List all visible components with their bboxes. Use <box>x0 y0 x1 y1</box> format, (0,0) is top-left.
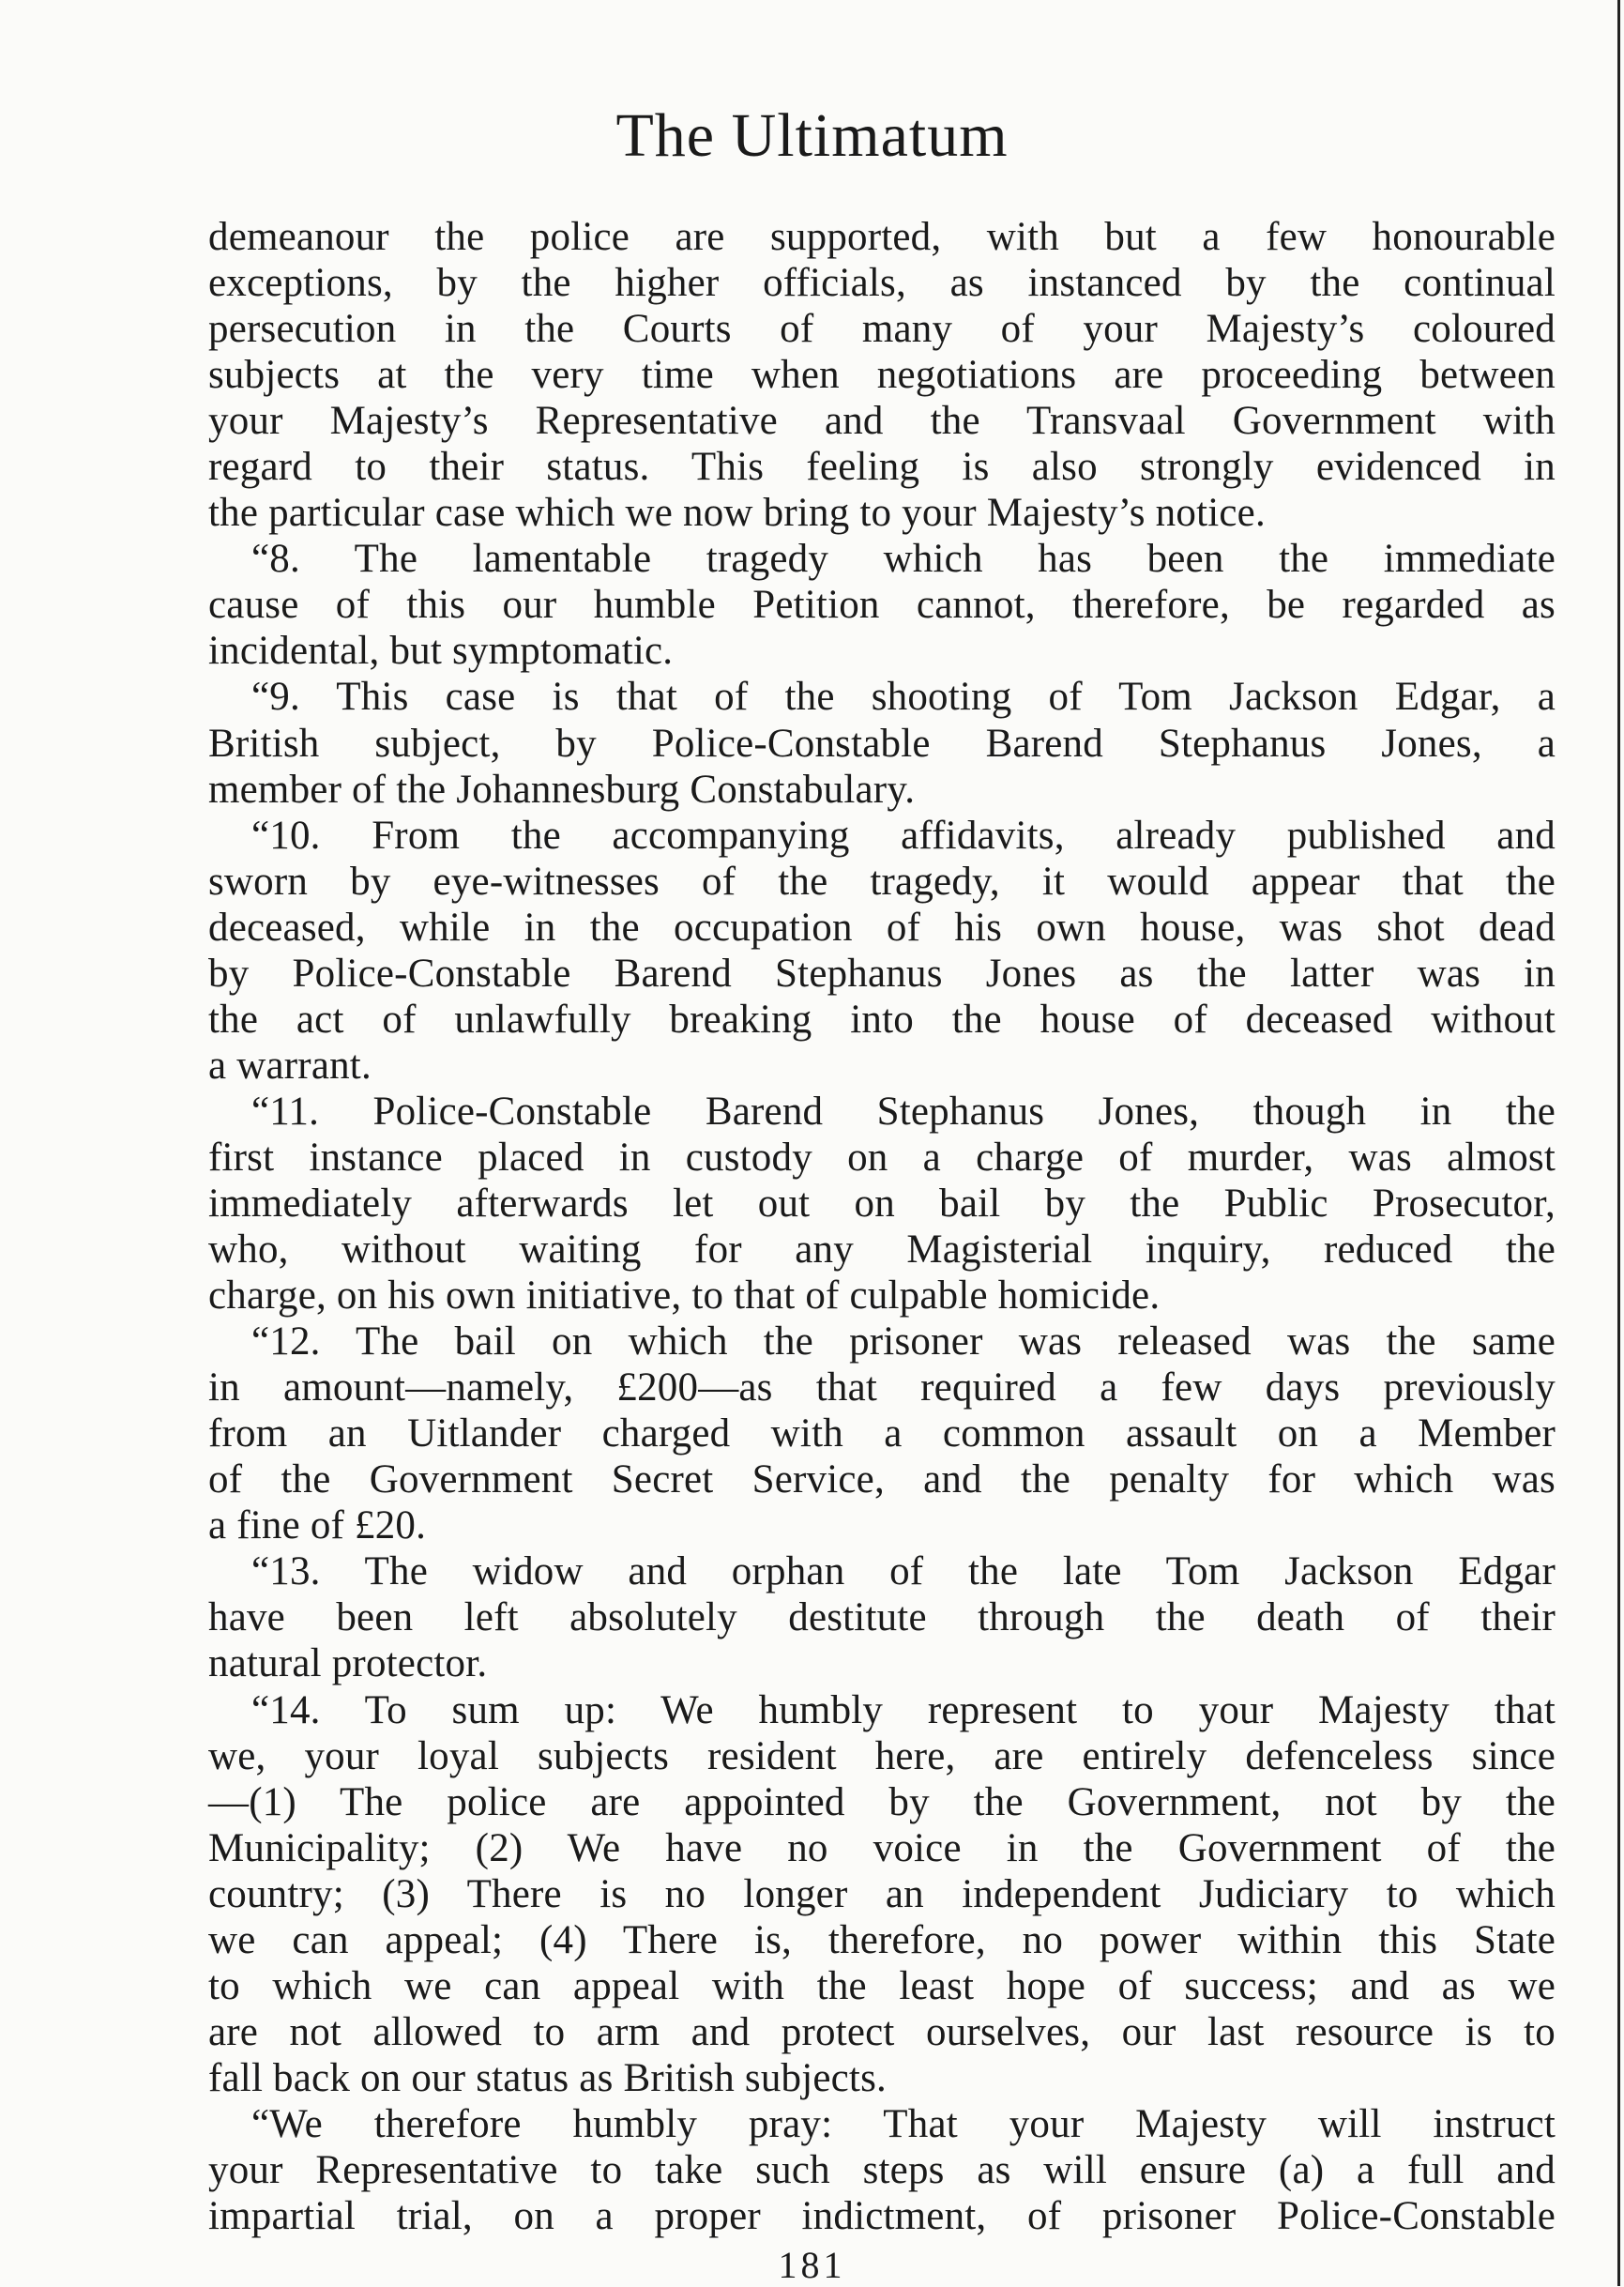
text-line: “We therefore humbly pray: That your Majesty will instruct <box>251 2101 1556 2146</box>
text-line: incidental, but symptomatic. <box>208 629 674 674</box>
text-line: a fine of £20. <box>208 1503 427 1548</box>
text-line: Municipality; (2) We have no voice in the Government of the <box>208 1825 1556 1870</box>
text-line: the particular case which we now bring to your Majesty’s notice. <box>208 491 1266 536</box>
text-line: first instance placed in custody on a charge of murder, was almost <box>208 1135 1556 1180</box>
text-line: to which we can appeal with the least hope of success; and as we <box>208 1963 1556 2008</box>
text-line: charge, on his own initiative, to that of culpable homicide. <box>208 1273 1161 1319</box>
text-line: British subject, by Police-Constable Barend Stephanus Jones, a <box>208 721 1556 766</box>
text-line: fall back on our status as British subjects. <box>208 2055 887 2100</box>
text-line: deceased, while in the occupation of his own house, was shot dead <box>208 905 1556 950</box>
text-line: we, your loyal subjects resident here, are entirely defenceless since <box>208 1733 1556 1778</box>
text-line: “12. The bail on which the prisoner was released was the same <box>251 1319 1556 1365</box>
text-line: have been left absolutely destitute through the death of their <box>208 1595 1556 1640</box>
text-line: your Representative to take such steps as will ensure (a) a full and <box>208 2147 1556 2192</box>
text-line: exceptions, by the higher officials, as instanced by the continual <box>208 261 1556 306</box>
page-edge-divider <box>1617 0 1620 2286</box>
text-line: natural protector. <box>208 1641 488 1686</box>
text-line: sworn by eye-witnesses of the tragedy, it would appear that the <box>208 859 1556 904</box>
text-line: in amount—namely, £200—as that required a few days previously <box>208 1365 1556 1410</box>
text-line: persecution in the Courts of many of your Majesty’s coloured <box>208 307 1556 352</box>
text-line: cause of this our humble Petition cannot, therefore, be regarded as <box>208 583 1556 628</box>
text-line: are not allowed to arm and protect ourselves, our last resource is to <box>208 2009 1556 2054</box>
text-line: “8. The lamentable tragedy which has been the immediate <box>251 537 1556 582</box>
text-line: “10. From the accompanying affidavits, already published and <box>251 813 1556 858</box>
text-line: country; (3) There is no longer an independent Judiciary to which <box>208 1871 1556 1916</box>
text-line: we can appeal; (4) There is, therefore, no power within this State <box>208 1917 1556 1962</box>
text-line: “11. Police-Constable Barend Stephanus Jones, though in the <box>251 1089 1556 1134</box>
page-number: 181 <box>778 2244 846 2286</box>
text-line: immediately afterwards let out on bail by the Public Prosecutor, <box>208 1181 1556 1226</box>
text-line: “14. To sum up: We humbly represent to your Majesty that <box>251 1687 1556 1732</box>
text-line: impartial trial, on a proper indictment, of prisoner Police-Constable <box>208 2194 1556 2239</box>
text-line: regard to their status. This feeling is also strongly evidenced in <box>208 445 1556 490</box>
text-line: “9. This case is that of the shooting of Tom Jackson Edgar, a <box>251 675 1556 720</box>
text-line: from an Uitlander charged with a common assault on a Member <box>208 1411 1556 1456</box>
body-text <box>208 214 1556 2239</box>
text-line: subjects at the very time when negotiations are proceeding between <box>208 353 1556 398</box>
text-line: “13. The widow and orphan of the late Tom Jackson Edgar <box>251 1549 1556 1594</box>
text-line: demeanour the police are supported, with but a few honourable <box>208 215 1556 259</box>
text-line: —(1) The police are appointed by the Government, not by the <box>208 1779 1556 1824</box>
text-line: the act of unlawfully breaking into the house of deceased without <box>208 997 1556 1042</box>
text-line: a warrant. <box>208 1043 372 1088</box>
text-line: your Majesty’s Representative and the Transvaal Government with <box>208 399 1556 444</box>
text-line: member of the Johannesburg Constabulary. <box>208 767 916 812</box>
page-title: The Ultimatum <box>615 101 1009 170</box>
text-line: of the Government Secret Service, and the penalty for which was <box>208 1457 1556 1502</box>
text-line: by Police-Constable Barend Stephanus Jones as the latter was in <box>208 951 1556 996</box>
text-line: who, without waiting for any Magisterial inquiry, reduced the <box>208 1227 1556 1273</box>
